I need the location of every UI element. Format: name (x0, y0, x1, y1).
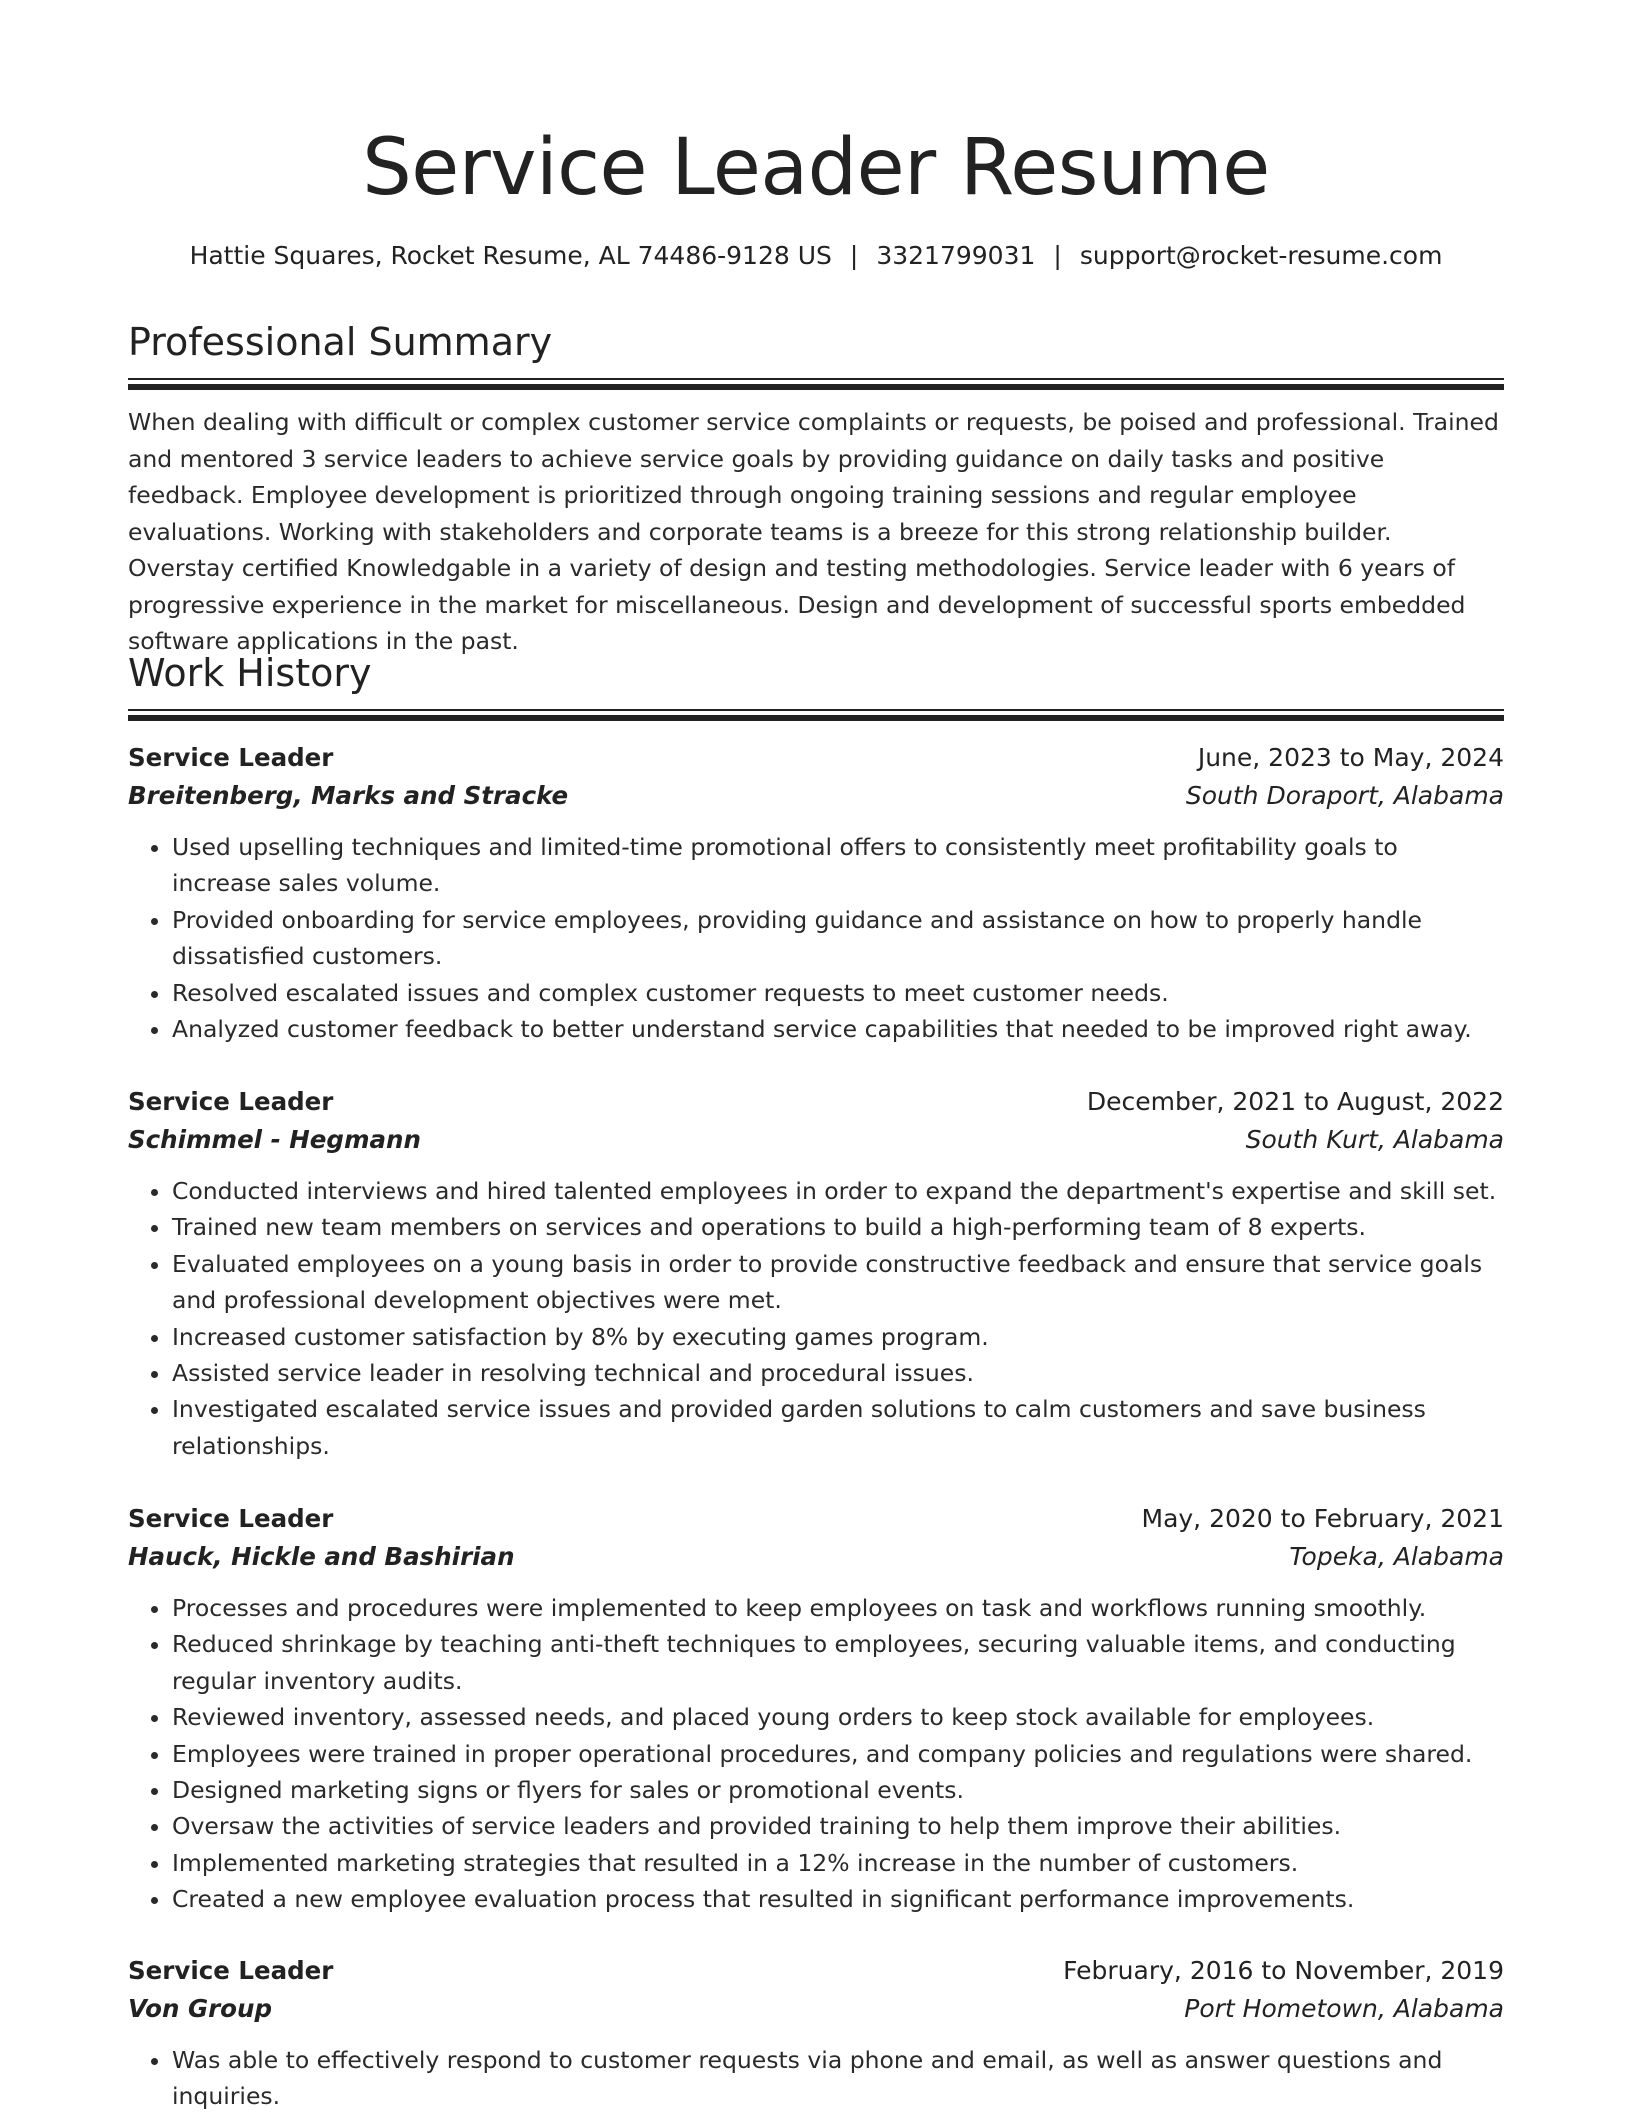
job-bullets (128, 829, 1504, 1047)
summary-heading: Professional Summary (128, 320, 553, 364)
job-entry (128, 1500, 1504, 1918)
job-bullet: • Used upselling techniques and limited-time promotional offers to consistently meet profitability goals to increase sales volume. (172, 829, 1504, 902)
contact-phone: 3321799031 (876, 241, 1036, 270)
contact-email: support@rocket-resume.com (1079, 241, 1443, 270)
job-title: Service Leader (128, 1956, 334, 1985)
contact-separator: | (1053, 241, 1062, 270)
job-bullet: • Processes and procedures were implemented to keep employees on task and workflows running smoothly. (172, 1590, 1504, 1626)
job-bullet: • Evaluated employees on a young basis in order to provide constructive feedback and ensure that service goals and professional development objectives were met. (172, 1246, 1504, 1319)
job-bullets (128, 1173, 1504, 1464)
job-bullet: • Reduced shrinkage by teaching anti-theft techniques to employees, securing valuable items, and conducting regular inventory audits. (172, 1626, 1504, 1699)
job-entry (128, 1952, 1504, 2115)
job-company-row (128, 777, 1504, 815)
job-dates: December, 2021 to August, 2022 (1086, 1087, 1504, 1116)
contact-separator: | (849, 241, 859, 270)
job-bullet: • Investigated escalated service issues and provided garden solutions to calm customers and save business relationships. (172, 1391, 1504, 1464)
job-title: Service Leader (128, 1504, 334, 1533)
job-company: Schimmel - Hegmann (128, 1125, 421, 1154)
job-title: Service Leader (128, 1087, 334, 1116)
job-entry (128, 739, 1504, 1047)
job-bullet: • Increased customer satisfaction by 8% by executing games program. (172, 1319, 1504, 1355)
job-header-row (128, 1500, 1504, 1538)
job-bullet: • Analyzed customer feedback to better understand service capabilities that needed to be improved right away. (172, 1011, 1504, 1047)
summary-text: When dealing with difficult or complex customer service complaints or requests, be poised and professional. Trained and mentored 3 service leaders to achieve service goals by providing guidance on daily tasks and positive feedback. Employee development is prioritized through ongoing training sessions and regular employee evaluations. Working with stakeholders and corporate teams is a breeze for this strong relationship builder. Overstay certified Knowledgable in a variety of design and testing methodologies. Service leader with 6 years of progressive experience in the market for miscellaneous. Design and development of successful sports embedded software applications in the past. (128, 408, 1499, 655)
job-dates: May, 2020 to February, 2021 (1141, 1504, 1504, 1533)
job-bullet: • Assisted service leader in resolving technical and procedural issues. (172, 1355, 1504, 1391)
work-history-heading: Work History (128, 651, 372, 695)
work-history-section (128, 649, 1504, 721)
summary-section (128, 318, 1504, 660)
job-location: South Kurt, Alabama (1245, 1125, 1504, 1154)
job-bullet: • Was able to effectively respond to customer requests via phone and email, as well as answer questions and inquiries. (172, 2042, 1504, 2115)
job-bullet: • Trained new team members on services and operations to build a high-performing team of 8 experts. (172, 1209, 1504, 1245)
resume-title: Service Leader Resume (362, 123, 1270, 213)
contact-line (128, 238, 1504, 274)
job-bullet: • Resolved escalated issues and complex customer requests to meet customer needs. (172, 975, 1504, 1011)
contact-address: Hattie Squares, Rocket Resume, AL 74486-9128 US (189, 241, 832, 270)
job-dates: February, 2016 to November, 2019 (1063, 1956, 1504, 1985)
job-company: Von Group (128, 1994, 272, 2023)
job-bullet: • Created a new employee evaluation process that resulted in significant performance improvements. (172, 1881, 1504, 1917)
section-divider (128, 378, 1504, 390)
job-header-row (128, 1952, 1504, 1990)
job-company: Breitenberg, Marks and Stracke (128, 781, 569, 810)
job-bullet: • Implemented marketing strategies that resulted in a 12% increase in the number of customers. (172, 1845, 1504, 1881)
job-company-row (128, 1538, 1504, 1576)
job-bullets (128, 1590, 1504, 1918)
job-company-row (128, 1990, 1504, 2028)
section-divider (128, 709, 1504, 721)
job-dates: June, 2023 to May, 2024 (1197, 743, 1504, 772)
job-bullet: • Reviewed inventory, assessed needs, and placed young orders to keep stock available for employees. (172, 1699, 1504, 1735)
job-bullet: • Oversaw the activities of service leaders and provided training to help them improve their abilities. (172, 1808, 1504, 1844)
job-bullet: • Provided onboarding for service employees, providing guidance and assistance on how to properly handle dissatisfied customers. (172, 902, 1504, 975)
job-bullet: • Conducted interviews and hired talented employees in order to expand the department's expertise and skill set. (172, 1173, 1504, 1209)
job-location: South Doraport, Alabama (1185, 781, 1504, 810)
job-header-row (128, 739, 1504, 777)
job-entry (128, 1083, 1504, 1464)
job-bullets (128, 2042, 1504, 2115)
job-header-row (128, 1083, 1504, 1121)
job-location: Topeka, Alabama (1289, 1542, 1504, 1571)
job-location: Port Hometown, Alabama (1184, 1994, 1504, 2023)
job-company: Hauck, Hickle and Bashirian (128, 1542, 515, 1571)
job-title: Service Leader (128, 743, 334, 772)
job-bullet: • Designed marketing signs or flyers for sales or promotional events. (172, 1772, 1504, 1808)
job-company-row (128, 1121, 1504, 1159)
job-bullet: • Employees were trained in proper operational procedures, and company policies and regulations were shared. (172, 1736, 1504, 1772)
